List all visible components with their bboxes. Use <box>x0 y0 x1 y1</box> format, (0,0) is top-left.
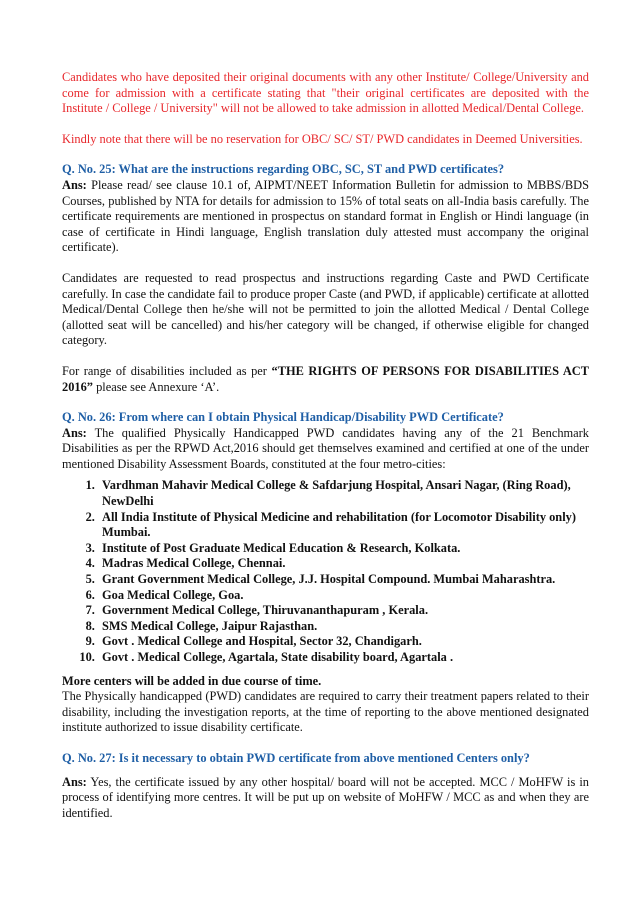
question-25-heading: Q. No. 25: What are the instructions regarding OBC, SC, ST and PWD certificates? <box>62 162 505 177</box>
list-item: 9. Govt . Medical College and Hospital, Sector 32, Chandigarh. <box>98 634 589 650</box>
more-centers-note <box>62 674 589 690</box>
disability-range-prefix: For range of disabilities included as per <box>62 363 272 378</box>
answer-26-text: The qualified Physically Handicapped PWD candidates having any of the 21 Benchmark Disabilities as per the RPWD Act,2016 should get themselves examined and certified at one of the under mentioned Disability Assessment Boards, constituted at the four metro-cities: <box>62 425 589 471</box>
intro-paragraph-no-reservation: Kindly note that there will be no reservation for OBC/ SC/ ST/ PWD candidates in Deemed Universities. <box>62 131 583 146</box>
list-item: 7. Government Medical College, Thiruvananthapuram , Kerala. <box>98 603 589 619</box>
list-item: 1. Vardhman Mahavir Medical College & Safdarjung Hospital, Ansari Nagar, (Ring Road), NewDelhi <box>98 478 589 509</box>
list-item: 4. Madras Medical College, Chennai. <box>98 556 589 572</box>
question-26-heading: Q. No. 26: From where can I obtain Physical Handicap/Disability PWD Certificate? <box>62 410 504 425</box>
list-item: 2. All India Institute of Physical Medicine and rehabilitation (for Locomotor Disability only) Mumbai. <box>98 510 589 541</box>
rpwd-act-title: “THE RIGHTS OF PERSONS FOR DISABILITIES ACT 2016” <box>62 363 589 394</box>
treatment-papers-paragraph: The Physically handicapped (PWD) candidates are required to carry their treatment papers related to their disability, including the investigation reports, at the time of reporting to the above mentioned designated institute authorized to issue disability certificate. <box>62 689 589 735</box>
answer-26-paragraph <box>62 426 589 473</box>
answer-25-paragraph <box>62 178 589 256</box>
list-item: 10. Govt . Medical College, Agartala, State disability board, Agartala . <box>98 650 589 666</box>
question-27-heading: Q. No. 27: Is it necessary to obtain PWD certificate from above mentioned Centers only? <box>62 750 530 765</box>
answer-26-label: Ans: <box>62 425 87 440</box>
answer-25-caste-paragraph: Candidates are requested to read prospectus and instructions regarding Caste and PWD Certificate carefully. In case the candidate fail to produce proper Caste (and PWD, if applicable) certificate at allotted Medical/Dental College then he/she will not be permitted to join the allotted Medical / Dental College (allotted seat will be cancelled) and his/her category will be changed, if otherwise eligible for changed category. <box>62 270 589 348</box>
intro-paragraph-deposited-documents: Candidates who have deposited their original documents with any other Institute/ College/University and come for admission with a certificate stating that "their original certificates are deposited with the Institute / College / University" will not be allowed to take admission in allotted Medical/Dental College. <box>62 70 589 116</box>
answer-25-disability-range-paragraph <box>62 364 589 395</box>
answer-27-paragraph <box>62 775 589 822</box>
answer-27-label: Ans: <box>62 774 87 789</box>
list-item: 3. Institute of Post Graduate Medical Education & Research, Kolkata. <box>98 541 589 557</box>
document-page <box>62 70 589 821</box>
list-item: 8. SMS Medical College, Jaipur Rajasthan. <box>98 619 589 635</box>
answer-25-text: Please read/ see clause 10.1 of, AIPMT/NEET Information Bulletin for admission to MBBS/BDS Courses, published by NTA for details for admission to 15% of total seats on all-India basis carefully. The certificate requirements are mentioned in prospectus on standard format in English or Hindi language (in case of certificate in Hindi language, English translation duly attested must accompany the original certificate). <box>62 177 589 255</box>
answer-25-label: Ans: <box>62 177 87 192</box>
assessment-centers-list <box>62 478 589 665</box>
more-centers-text: More centers will be added in due course of time. <box>62 673 322 688</box>
list-item: 6. Goa Medical College, Goa. <box>98 588 589 604</box>
disability-range-suffix: please see Annexure ‘A’. <box>92 379 220 394</box>
list-item: 5. Grant Government Medical College, J.J. Hospital Compound. Mumbai Maharashtra. <box>98 572 589 588</box>
answer-27-text: Yes, the certificate issued by any other hospital/ board will not be accepted. MCC / MoHFW is in process of identifying more centres. It will be put up on website of MoHFW / MCC as and when they are identified. <box>62 774 589 820</box>
